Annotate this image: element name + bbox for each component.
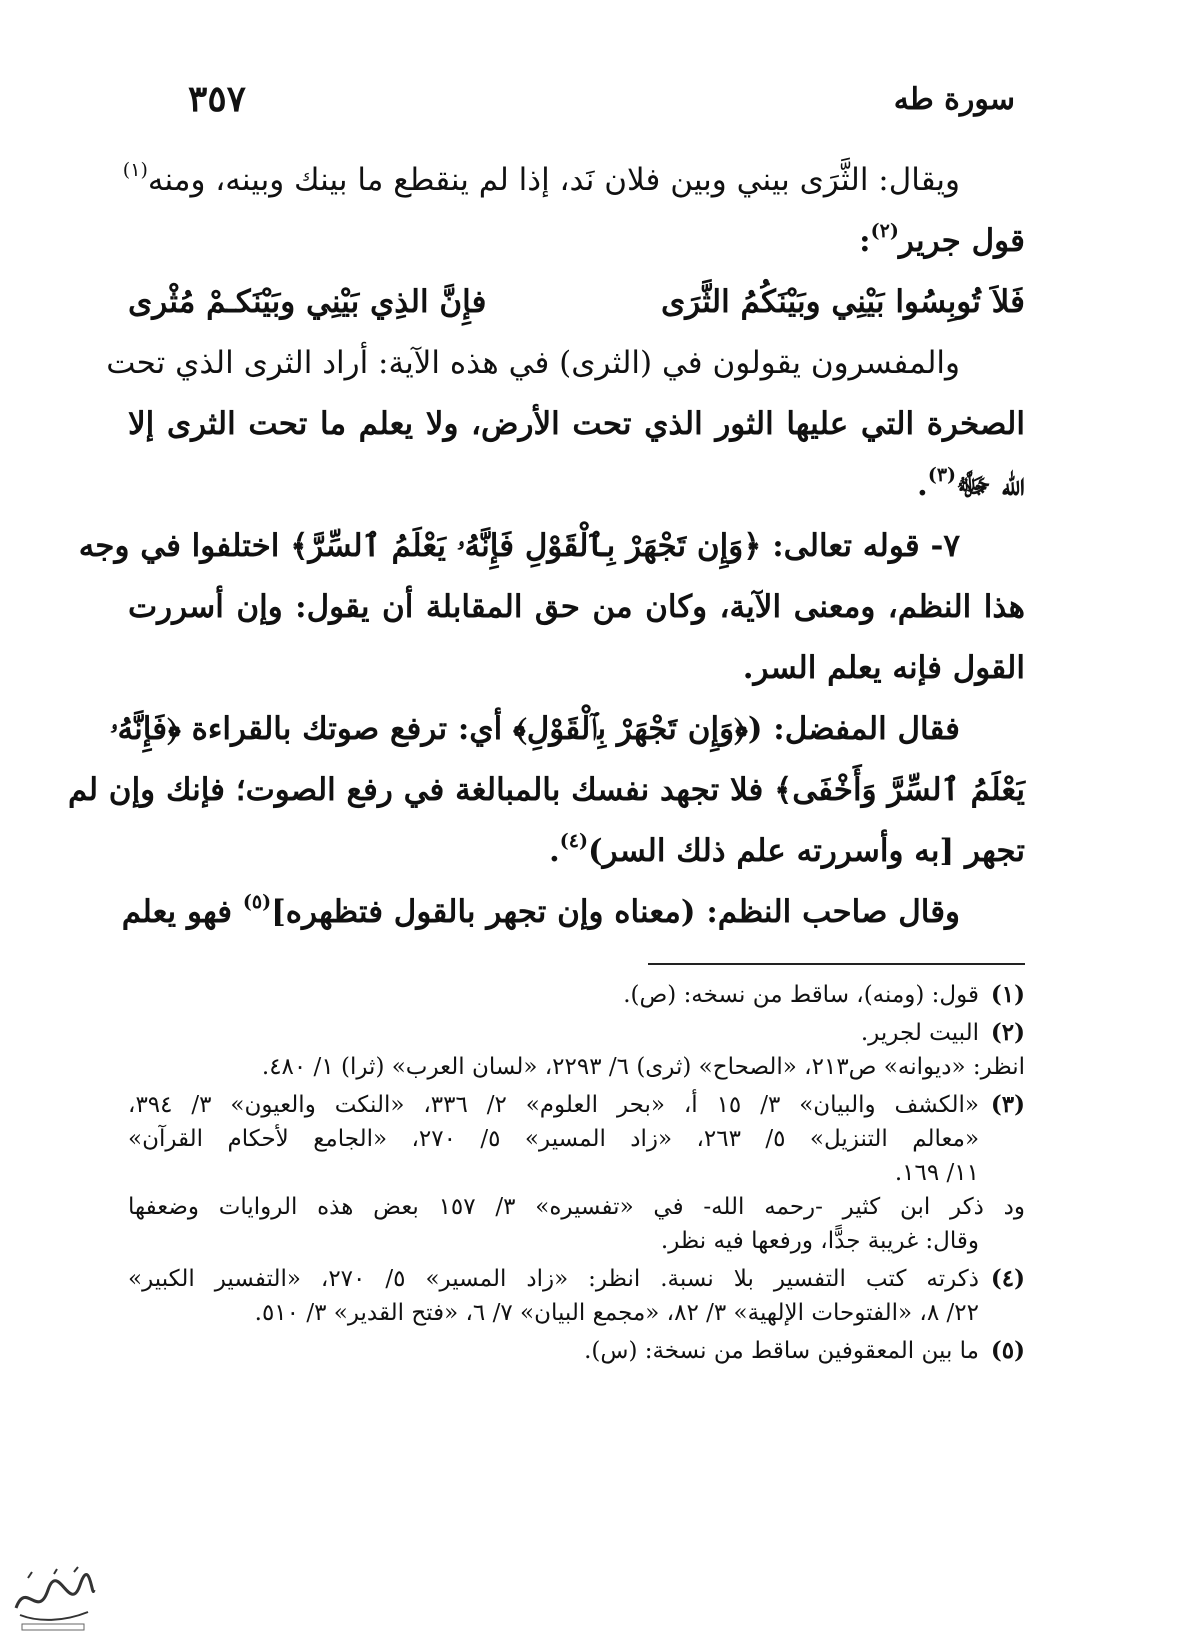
footnote-ref[interactable]: (١) [122, 159, 148, 181]
footnote-number: (٤) [990, 1265, 1025, 1292]
footnote-ref[interactable]: (٢) [870, 220, 899, 242]
footnote-number: (١) [990, 981, 1025, 1008]
main-text [67, 150, 1025, 943]
footnote-number: (٥) [990, 1337, 1025, 1364]
quran-quote: ﴿فَإِنَّهُۥ [109, 711, 181, 747]
text-line: تجهر [به وأسررته علم ذلك السر)$^{(٤)}$. [548, 830, 1025, 869]
footnote-1: (١) قول: (ومنه)، ساقط من نسخه: (ص). [128, 978, 1025, 1012]
text-line: يَعْلَمُ ٱلسِّرَّ وَأَخْفَى﴾ فلا تجهد نفسك بالمبالغة في رفع الصوت؛ فإنك وإن لم [67, 772, 1025, 808]
quran-quote: يَعْلَمُ ٱلسِّرَّ وَأَخْفَى﴾ [774, 772, 1025, 808]
footnote-5: (٥) ما بين المعقوفين ساقط من نسخة: (س). [128, 1334, 1025, 1368]
footnotes [128, 978, 1025, 1372]
text-line: قول جرير$^{(٢)}$: [859, 220, 1025, 259]
text-line: ويقال: الثَّرَى بيني وبين فلان نَد، إذا لم ينقطع ما بينك وبينه، ومنه$^{(١)}$ [122, 159, 960, 198]
footnote-2: (٢) البيت لجرير. انظر: «ديوانه» ص٢١٣، «الصحاح» (ثرى) ٦/ ٢٢٩٣، «لسان العرب» (ثرا) ١/ ٤٨٠. [128, 1016, 1025, 1084]
text-line: هذا النظم، ومعنى الآية، وكان من حق المقابلة أن يقول: وإن أسررت [128, 589, 1025, 625]
footnote-number: (٢) [990, 1019, 1025, 1046]
quran-quote: ﴿وَإِن تَجْهَرْ بِٱلْقَوْلِ﴾ [512, 711, 748, 747]
text-line: الصخرة التي عليها الثور الذي تحت الأرض، ولا يعلم ما تحت الثرى إلا [128, 406, 1025, 442]
page-number: ٣٥٧ [188, 78, 247, 120]
surah-header: سورة طه [893, 82, 1015, 117]
text-line: الله ﷻ$^{(٣)}$. [917, 464, 1025, 503]
poetry-verse [128, 272, 1025, 333]
text-line: وقال صاحب النظم: (معناه وإن تجهر بالقول فتظهره]$^{(٥)}$ فهو يعلم [121, 891, 960, 930]
footnote-3: (٣) «الكشف والبيان» ٣/ ١٥ أ، «بحر العلوم» ٢/ ٣٣٦، «النكت والعيون» ٣/ ٣٩٤، «معالم التنزيل» ٥/ ٢٦٣، «زاد المسير» ٥/ ٢٧٠، «الجامع لأحكام القرآن» ١١/ ١٦٩. ود ذكر ابن كثير -رحمه الله- في «تفسيره» ٣/ ١٥٧ بعض هذه الروايات وضعفها وقال: غريبة جدًّا، ورفعها فيه نظر. [128, 1088, 1025, 1258]
footnote-4: (٤) ذكرته كتب التفسير بلا نسبة. انظر: «زاد المسير» ٥/ ٢٧٠، «التفسير الكبير» ٢٢/ ٨، «الفتوحات الإلهية» ٣/ ٨٢، «مجمع البيان» ٧/ ٦، «فتح القدير» ٣/ ٥١٠. [128, 1262, 1025, 1330]
text-line: والمفسرون يقولون في (الثرى) في هذه الآية: أراد الثرى الذي تحت [106, 345, 960, 381]
footnote-ref[interactable]: (٣) [927, 464, 957, 486]
verse-second-hemistich: فإِنَّ الذِي بَيْنِي وبَيْنَكـمْ مُثْرى [128, 284, 487, 320]
quran-quote: ﴿وَإِن تَجْهَرْ بِٱلْقَوْلِ فَإِنَّهُۥ يَعْلَمُ ٱلسِّرَّ﴾ [290, 528, 762, 564]
footnote-number: (٣) [990, 1091, 1025, 1118]
footnote-separator [648, 963, 1025, 965]
publisher-logo [8, 1560, 98, 1640]
text-line: فقال المفضل: (﴿وَإِن تَجْهَرْ بِٱلْقَوْلِ﴾ أي: ترفع صوتك بالقراءة ﴿فَإِنَّهُۥ [109, 711, 960, 747]
footnote-ref[interactable]: (٤) [559, 830, 588, 852]
text-line: ٧- قوله تعالى: ﴿وَإِن تَجْهَرْ بِٱلْقَوْلِ فَإِنَّهُۥ يَعْلَمُ ٱلسِّرَّ﴾ اختلفوا في وجه [78, 528, 960, 564]
verse-first-hemistich: فَلاَ تُوبِسُوا بَيْنِي وبَيْنَكُمُ الثَّرَى [660, 284, 1025, 320]
text-line: القول فإنه يعلم السر. [742, 650, 1025, 686]
footnote-ref[interactable]: (٥) [242, 891, 272, 913]
